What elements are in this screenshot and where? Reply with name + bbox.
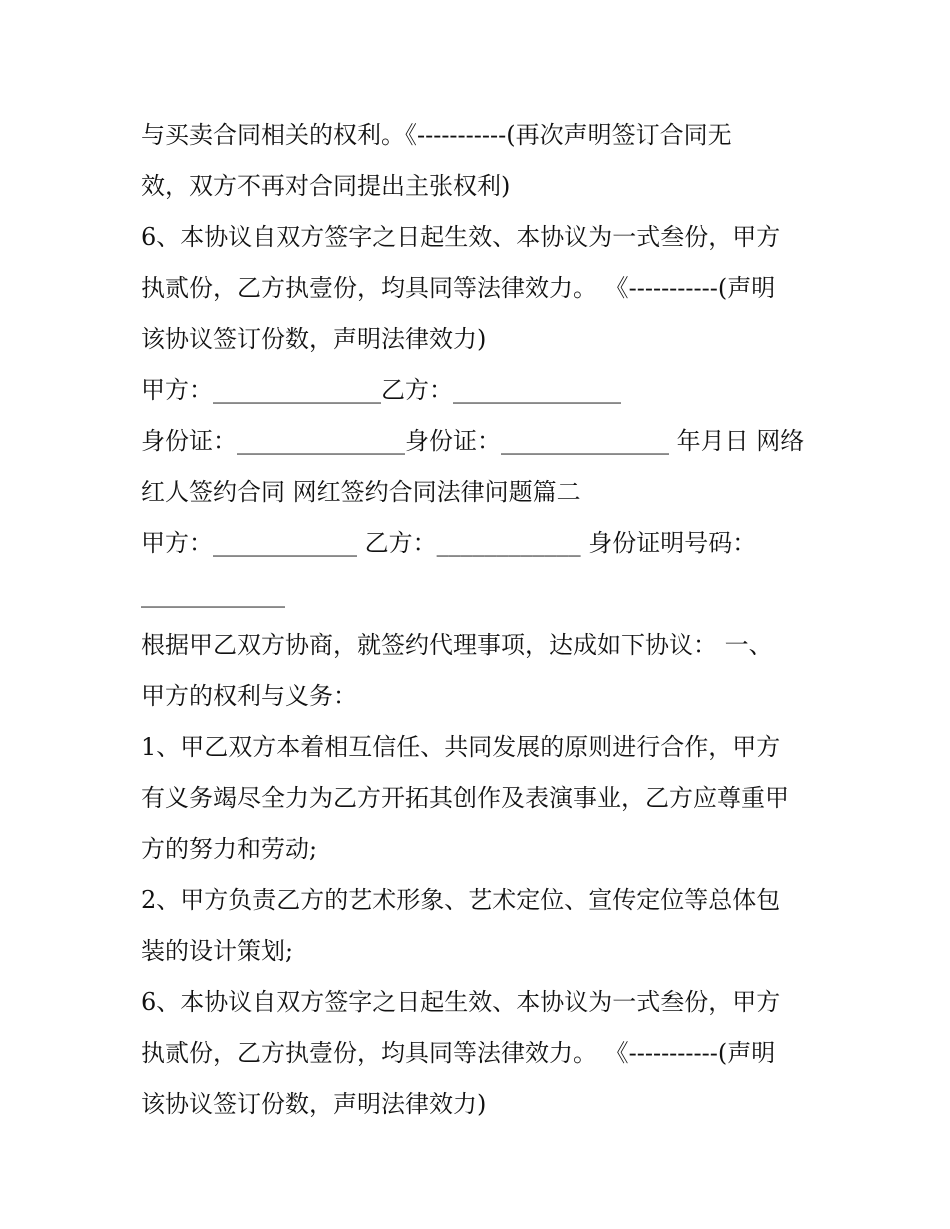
body-line: 执贰份，乙方执壹份，均具同等法律效力。 《-----------(声明 bbox=[141, 274, 776, 302]
party-info-blank: ____________ bbox=[141, 580, 285, 608]
document-body bbox=[141, 110, 821, 1130]
clause-line: 执贰份，乙方执壹份，均具同等法律效力。 《-----------(声明 bbox=[141, 1039, 776, 1067]
signature-line-party-names: 甲方：______________乙方：______________ bbox=[141, 376, 621, 404]
body-line: 与买卖合同相关的权利。《-----------(再次声明签订合同无 bbox=[141, 121, 732, 149]
clause-line: 方的努力和劳动; bbox=[141, 835, 318, 863]
clause-line: 2、甲方负责乙方的艺术形象、艺术定位、宣传定位等总体包 bbox=[141, 886, 781, 914]
clause-line: 装的设计策划; bbox=[141, 937, 294, 965]
clause-line: 该协议签订份数，声明法律效力) bbox=[141, 1090, 487, 1118]
clause-line: 1、甲乙双方本着相互信任、共同发展的原则进行合作，甲方 bbox=[141, 733, 781, 761]
body-line: 6、本协议自双方签字之日起生效、本协议为一式叁份，甲方 bbox=[141, 223, 781, 251]
body-line: 效，双方不再对合同提出主张权利) bbox=[141, 172, 511, 200]
section-heading: 红人签约合同 网红签约合同法律问题篇二 bbox=[141, 478, 581, 506]
clause-line: 6、本协议自双方签字之日起生效、本协议为一式叁份，甲方 bbox=[141, 988, 781, 1016]
party-info-line: 甲方：____________ 乙方：____________ 身份证明号码： bbox=[141, 529, 757, 557]
signature-line-id-cards: 身份证：______________身份证：______________ 年月日 网络 bbox=[141, 427, 805, 455]
body-line: 该协议签订份数，声明法律效力) bbox=[141, 325, 487, 353]
clause-line: 有义务竭尽全力为乙方开拓其创作及表演事业，乙方应尊重甲 bbox=[141, 784, 789, 812]
body-line: 根据甲乙双方协商，就签约代理事项，达成如下协议： 一、 bbox=[141, 631, 773, 659]
body-line: 甲方的权利与义务： bbox=[141, 682, 357, 710]
